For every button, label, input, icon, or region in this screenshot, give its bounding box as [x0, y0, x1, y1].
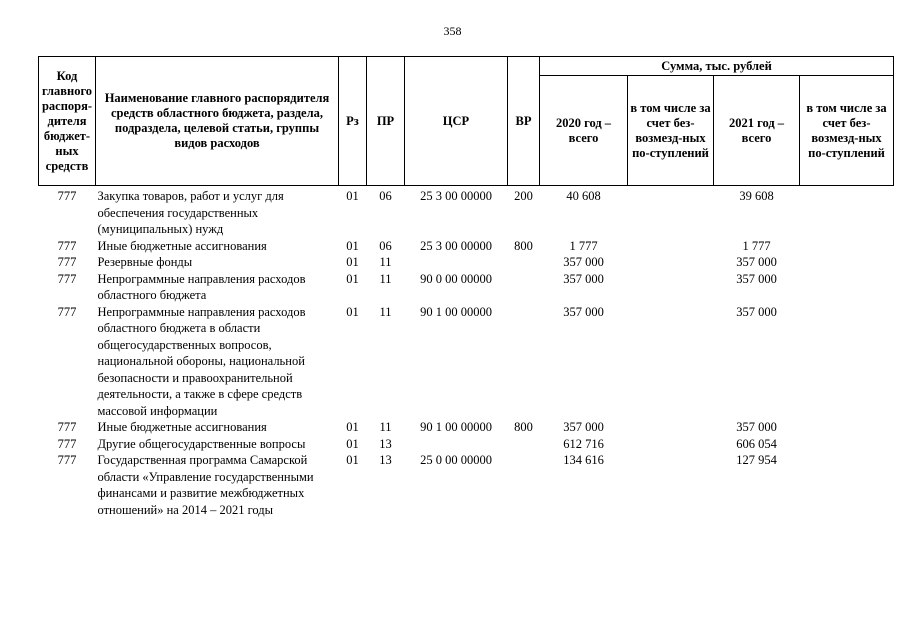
- cell-y2021: 127 954: [736, 453, 777, 467]
- table-row: [39, 186, 894, 238]
- header-code: Код главного распоря-дителя бюджет-ных средств: [39, 57, 96, 186]
- cell-name: Непрограммные направления расходов областного бюджета: [97, 271, 306, 302]
- cell-code: 777: [57, 304, 77, 319]
- header-2020-grants: в том числе за счет без-возмезд-ных по-ступлений: [628, 76, 714, 186]
- cell-y2020g: [628, 238, 714, 255]
- cell-y2021g: [800, 238, 894, 255]
- cell-y2021: 357 000: [736, 304, 777, 319]
- page-number: 358: [443, 24, 462, 38]
- cell-vr: [508, 304, 540, 420]
- cell-code: 777: [57, 255, 77, 269]
- cell-rz: 01: [346, 189, 359, 203]
- cell-vr: [508, 452, 540, 518]
- cell-y2021g: [800, 271, 894, 304]
- cell-code: 777: [57, 189, 77, 203]
- cell-rz: 01: [346, 304, 359, 319]
- cell-code: 777: [57, 271, 77, 286]
- cell-vr: [508, 254, 540, 271]
- cell-vr: 200: [514, 189, 533, 203]
- table-body: [39, 186, 894, 519]
- table-row: [39, 271, 894, 304]
- cell-y2021g: [800, 419, 894, 436]
- cell-y2020: 357 000: [563, 420, 604, 434]
- cell-y2021: 39 608: [739, 189, 774, 203]
- cell-y2021g: [800, 304, 894, 420]
- cell-y2021g: [800, 254, 894, 271]
- cell-y2021g: [800, 436, 894, 453]
- cell-rz: 01: [346, 271, 359, 286]
- cell-code: 777: [57, 420, 77, 434]
- cell-y2020g: [628, 419, 714, 436]
- cell-rz: 01: [346, 238, 359, 253]
- cell-y2021: 357 000: [736, 255, 777, 269]
- cell-rz: 01: [346, 453, 359, 467]
- cell-y2020: 357 000: [563, 271, 604, 286]
- budget-table: [38, 56, 894, 518]
- cell-y2020g: [628, 304, 714, 420]
- header-name: Наименование главного распорядителя средств областного бюджета, раздела, подраздела, целевой статьи, группы видов расходов: [96, 57, 339, 186]
- cell-csr: 25 3 00 00000: [420, 189, 492, 203]
- cell-y2020g: [628, 436, 714, 453]
- cell-name: Закупка товаров, работ и услуг для обеспечения государственных (муниципальных) нужд: [97, 189, 284, 236]
- cell-pr: 13: [379, 453, 392, 467]
- cell-pr: 11: [379, 304, 392, 319]
- cell-y2020g: [628, 452, 714, 518]
- table-row: [39, 436, 894, 453]
- header-pr: ПР: [367, 57, 405, 186]
- cell-code: 777: [57, 453, 77, 467]
- header-2020-total: 2020 год – всего: [540, 76, 628, 186]
- cell-y2020g: [628, 254, 714, 271]
- cell-csr: 90 1 00 00000: [420, 420, 492, 434]
- cell-name: Государственная программа Самарской области «Управление государственными финансами и развитие межбюджетных отношений» на 2014 – 2021 годы: [97, 453, 314, 517]
- cell-name: Другие общегосударственные вопросы: [97, 436, 306, 451]
- cell-pr: 11: [379, 271, 392, 286]
- cell-y2021: 1 777: [742, 238, 771, 253]
- table-row: [39, 238, 894, 255]
- header-csr: ЦСР: [405, 57, 508, 186]
- cell-y2020: 357 000: [563, 255, 604, 269]
- header-vr: ВР: [508, 57, 540, 186]
- cell-y2020: 134 616: [563, 453, 604, 467]
- table-row: [39, 254, 894, 271]
- cell-y2020: 1 777: [569, 238, 598, 253]
- cell-vr: 800: [514, 238, 533, 253]
- table-row: [39, 452, 894, 518]
- cell-vr: [508, 436, 540, 453]
- cell-vr: 800: [514, 420, 533, 434]
- cell-code: 777: [57, 238, 77, 253]
- cell-y2020g: [628, 271, 714, 304]
- cell-y2020: 357 000: [563, 304, 604, 319]
- cell-y2021g: [800, 186, 894, 238]
- header-2021-grants: в том числе за счет без-возмезд-ных по-ступлений: [800, 76, 894, 186]
- cell-y2020g: [628, 186, 714, 238]
- cell-rz: 01: [346, 436, 359, 451]
- header-2021-total: 2021 год – всего: [714, 76, 800, 186]
- cell-y2020: 40 608: [566, 189, 601, 203]
- cell-name: Иные бюджетные ассигнования: [97, 420, 267, 434]
- cell-rz: 01: [346, 420, 359, 434]
- cell-csr: 25 0 00 00000: [420, 453, 492, 467]
- table-row: [39, 419, 894, 436]
- cell-y2021: 606 054: [736, 436, 777, 451]
- cell-csr: 25 3 00 00000: [420, 238, 492, 253]
- cell-csr: [405, 436, 508, 453]
- cell-y2021: 357 000: [736, 271, 777, 286]
- cell-pr: 11: [379, 255, 392, 269]
- cell-pr: 13: [379, 436, 392, 451]
- cell-rz: 01: [346, 255, 359, 269]
- cell-y2020: 612 716: [563, 436, 604, 451]
- cell-code: 777: [57, 436, 77, 451]
- cell-csr: [405, 254, 508, 271]
- cell-csr: 90 1 00 00000: [420, 304, 492, 319]
- table-row: [39, 304, 894, 420]
- header-sum: Сумма, тыс. рублей: [540, 57, 894, 76]
- cell-pr: 06: [379, 238, 392, 253]
- cell-name: Иные бюджетные ассигнования: [97, 238, 267, 253]
- cell-pr: 06: [379, 189, 392, 203]
- cell-csr: 90 0 00 00000: [420, 271, 492, 286]
- cell-vr: [508, 271, 540, 304]
- cell-y2021: 357 000: [736, 420, 777, 434]
- cell-name: Резервные фонды: [97, 255, 193, 269]
- cell-pr: 11: [379, 420, 392, 434]
- cell-y2021g: [800, 452, 894, 518]
- cell-name: Непрограммные направления расходов областного бюджета в области общегосударственных вопросов, национальной обороны, национальной безопасности и правоохранительной деятельности, а также в сфере средств массовой информации: [97, 304, 306, 418]
- header-rz: Рз: [339, 57, 367, 186]
